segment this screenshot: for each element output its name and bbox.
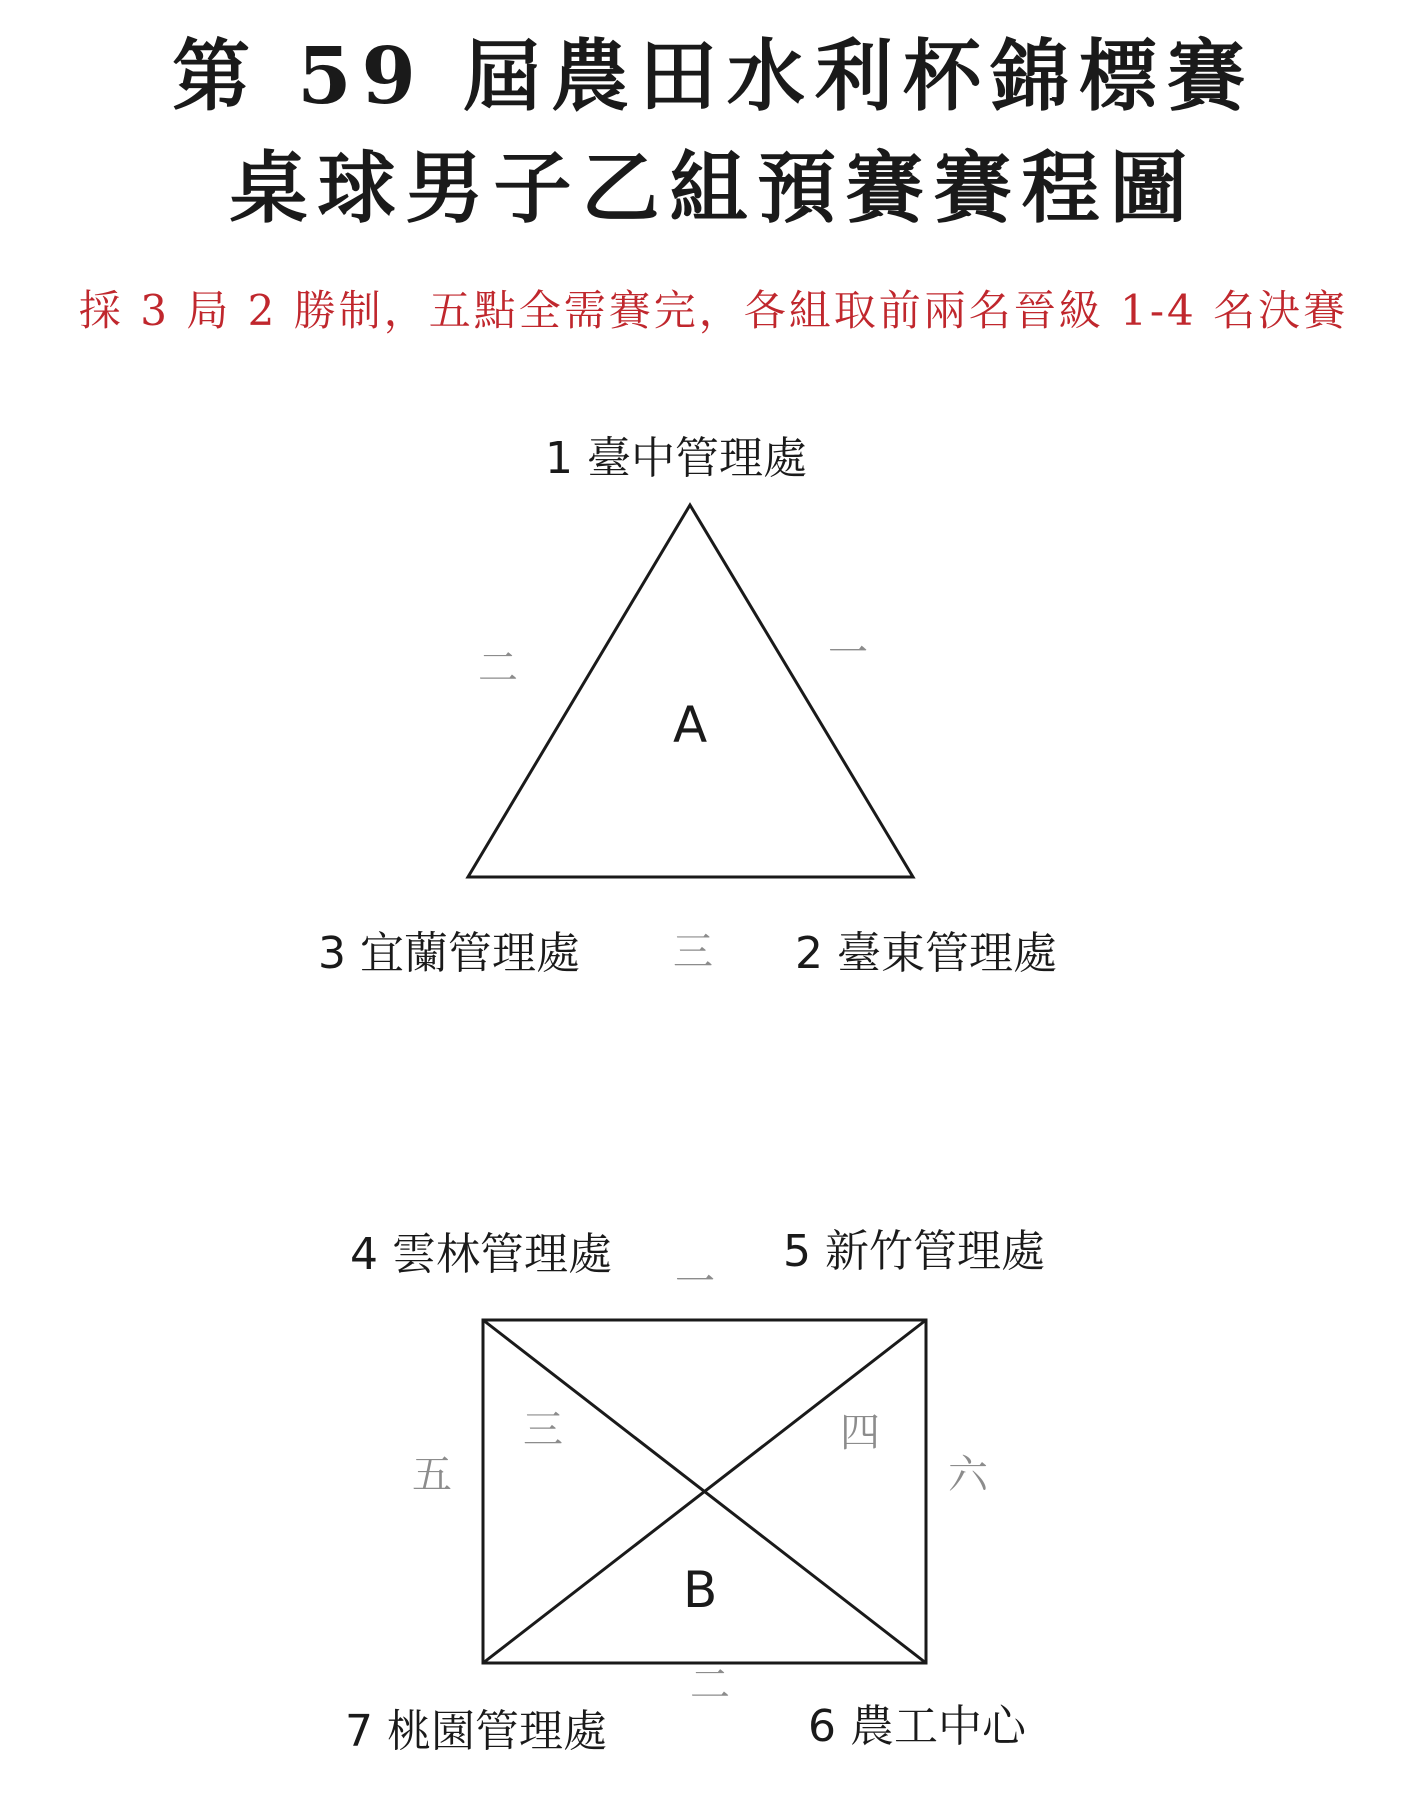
team-2: 2 臺東管理處: [795, 928, 1057, 979]
match-label-a-bottom: 三: [673, 929, 713, 975]
group-a-label: A: [673, 696, 708, 754]
title-line-2: 桌球男子乙組預賽賽程圖: [229, 143, 1198, 234]
title-line-1: 第 59 屆農田水利杯錦標賽: [172, 31, 1255, 122]
match-label-b-bottom: 二: [690, 1662, 730, 1708]
match-label-b-diag-right: 四: [840, 1410, 880, 1456]
match-label-b-top: 一: [675, 1259, 715, 1305]
group-a-triangle: [468, 505, 913, 877]
match-label-b-right: 六: [948, 1452, 988, 1498]
team-4: 4 雲林管理處: [350, 1229, 612, 1280]
group-b-label: B: [683, 1561, 718, 1619]
match-label-a-left: 二: [478, 645, 518, 691]
match-label-b-left: 五: [412, 1452, 452, 1498]
team-3: 3 宜蘭管理處: [318, 928, 580, 979]
team-7: 7 桃園管理處: [345, 1706, 607, 1757]
team-5: 5 新竹管理處: [783, 1226, 1045, 1277]
match-label-b-diag-left: 三: [523, 1407, 563, 1453]
team-6: 6 農工中心: [808, 1701, 1026, 1752]
team-1: 1 臺中管理處: [545, 433, 807, 484]
competition-rule: 採 3 局 2 勝制，五點全需賽完，各組取前兩名晉級 1-4 名決賽: [78, 286, 1349, 335]
match-label-a-right: 一: [828, 630, 868, 676]
